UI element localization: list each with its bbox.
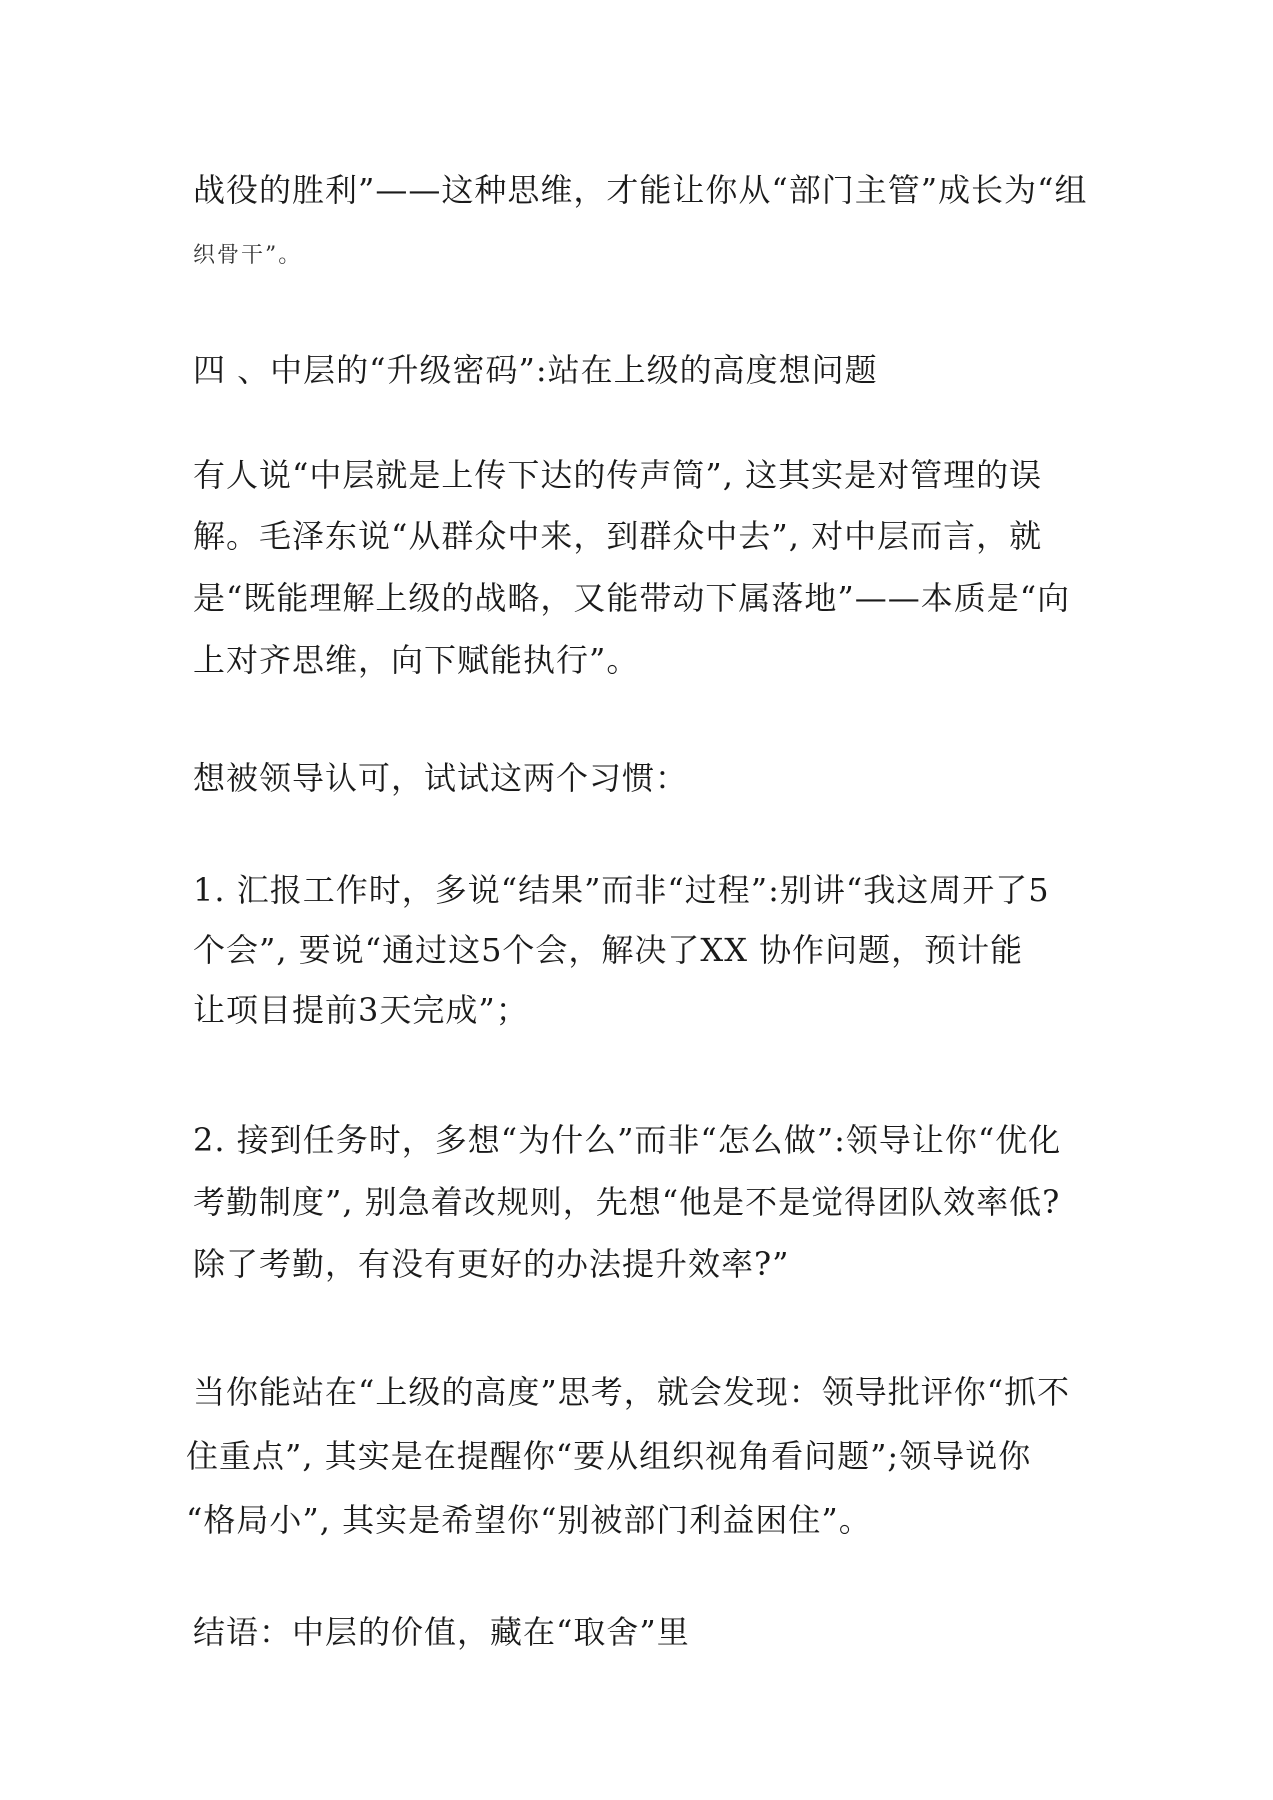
paragraph-line: 当你能站在“上级的高度”思考，就会发现：领导批评你“抓不 [193,1373,1071,1411]
paragraph-line: 有人说“中层就是上传下达的传声筒”, 这其实是对管理的误 [193,456,1043,494]
paragraph-line: 织骨干”。 [193,243,303,268]
paragraph-line: 住重点”, 其实是在提醒你“要从组织视角看问题”;领导说你 [186,1437,1032,1475]
list-item-line: 除了考勤，有没有更好的办法提升效率?” [193,1245,790,1283]
paragraph-line: 解。毛泽东说“从群众中来，到群众中去”, 对中层而言，就 [193,517,1043,555]
list-item-line: 个会”, 要说“通过这5个会，解决了XX 协作问题，预计能 [193,931,1024,969]
paragraph-line: 是“既能理解上级的战略，又能带动下属落地”——本质是“向 [193,579,1071,617]
list-item-line: 让项目提前3天完成”； [193,991,529,1029]
section-heading: 结语：中层的价值，藏在“取舍”里 [193,1613,690,1651]
paragraph-line: 上对齐思维，向下赋能执行”。 [193,641,640,679]
list-item-line: 1. 汇报工作时，多说“结果”而非“过程”:别讲“我这周开了5 [193,871,1050,909]
list-item-line: 考勤制度”, 别急着改规则，先想“他是不是觉得团队效率低? [193,1183,1061,1221]
paragraph-line: 战役的胜利”——这种思维，才能让你从“部门主管”成长为“组 [193,171,1088,209]
paragraph-line: “格局小”, 其实是希望你“别被部门利益困住”。 [186,1501,872,1539]
section-heading: 四 、中层的“升级密码”:站在上级的高度想问题 [193,351,878,389]
list-item-line: 2. 接到任务时，多想“为什么”而非“怎么做”:领导让你“优化 [193,1121,1062,1159]
paragraph-line: 想被领导认可，试试这两个习惯： [193,759,689,797]
